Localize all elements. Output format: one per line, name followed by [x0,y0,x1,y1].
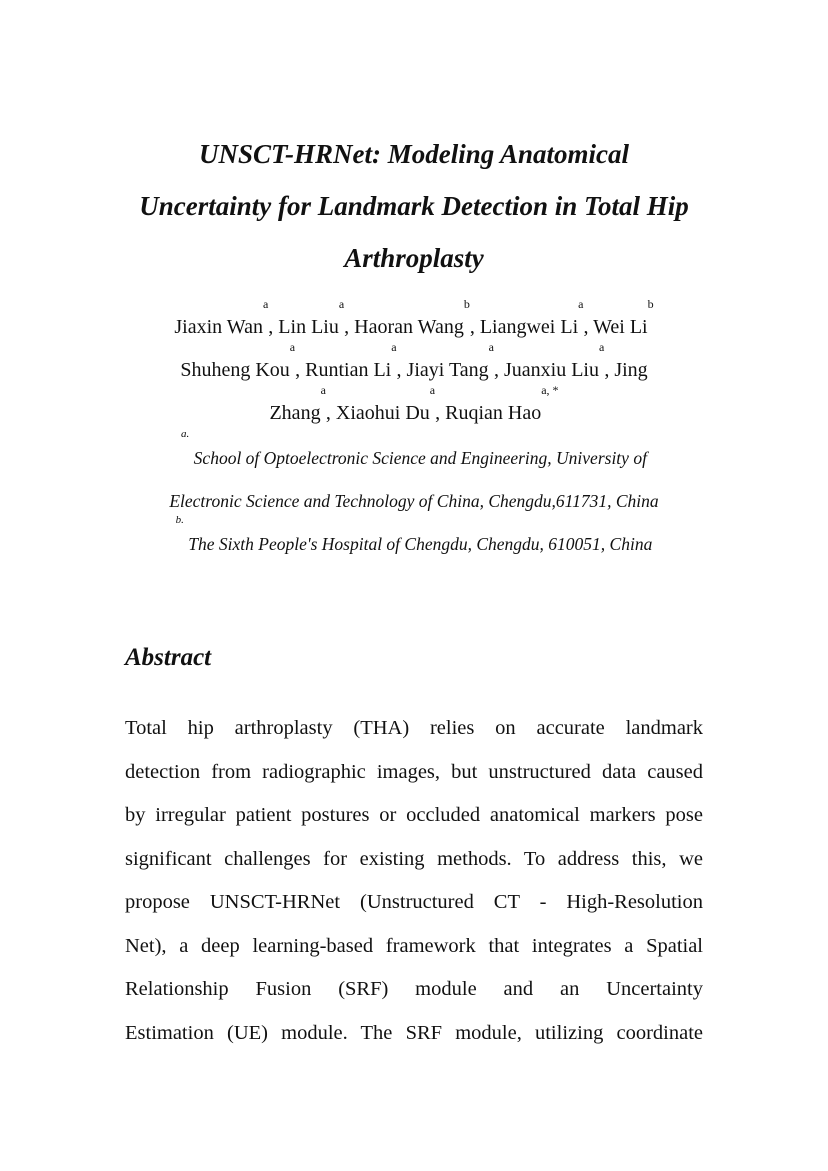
affiliation-b-line-1 [90,514,738,566]
author-name: Ruqian Hao [445,402,542,424]
author-affil-mark: a [429,383,436,397]
title-line-3: Arthroplasty [344,243,484,273]
author-affil-mark: a [578,297,584,311]
abstract-heading: Abstract [125,644,212,671]
author-name: Liangwei Li [479,316,579,338]
author-name: Runtian Li [305,359,392,381]
author-name: Juanxiu Liu [503,359,599,381]
abstract-line: Total hip arthroplasty (THA) relies on accurate landmark [125,717,703,739]
author-affil-mark: a [598,340,605,354]
author-line-1: Jiaxin Wan$^a$, Lin Liu$^a$, Haoran Wang$^b$, Liangwei Li$^a$, Wei Li$^b$ [174,297,654,338]
title-line-1: UNSCT-HRNet: Modeling Anatomical [198,139,630,169]
author-affil-mark: b [463,297,470,311]
affiliations [90,428,738,566]
author-name: Shuheng Kou [180,359,290,381]
author-affil-mark: a [320,383,326,397]
author-line-2: Shuheng Kou$^a$, Runtian Li$^a$, Jiayi Tang$^a$, Juanxiu Liu$^a$, Jing [180,340,648,381]
abstract-body [125,707,703,1055]
author-name: Haoran Wang [354,316,464,338]
abstract-line: Net), a deep learning-based framework that integrates a Spatial [125,934,703,957]
abstract-line: by irregular patient postures or occluded anatomical markers pose [125,804,703,826]
author-affil-mark: a, * [541,383,559,397]
author-affil-mark: b [647,297,654,311]
abstract-line: propose UNSCT-HRNet (Unstructured CT - High-Resolution [125,891,703,913]
author-affil-mark: a [262,297,269,311]
affiliation-text: The Sixth People's Hospital of Chengdu, Chengdu, 610051, China [188,534,653,554]
author-name: Lin Liu [278,316,339,338]
author-affil-mark: a [289,340,296,354]
author-name: Xiaohui Du [335,402,430,424]
author-name: Wei Li [593,316,648,338]
abstract-line: Estimation (UE) module. The SRF module, utilizing coordinate [125,1021,703,1044]
abstract-line: Relationship Fusion (SRF) module and an Uncertainty [125,978,703,1000]
abstract-line: significant challenges for existing methods. To address this, we [125,847,703,870]
title-line-2: Uncertainty for Landmark Detection in Total Hip [139,191,689,221]
author-name: Jiaxin Wan [174,316,263,338]
affiliation-a-line-1 [90,428,738,480]
author-name-part: Jing [614,359,648,381]
author-name: Jiayi Tang [406,359,489,381]
paper-title [90,128,738,284]
affiliation-text: School of Optoelectronic Science and Engineering, University of [193,448,647,468]
author-affil-mark: a [391,340,397,354]
author-name-part: Zhang [269,402,321,424]
affiliation-mark: a. [181,428,190,440]
author-list [90,297,738,435]
author-affil-mark: a [338,297,345,311]
author-line-3: Zhang$^a$, Xiaohui Du$^a$, Ruqian Hao$^{a, *}$ [269,383,559,424]
abstract-line: detection from radiographic images, but unstructured data caused [125,760,703,783]
author-affil-mark: a [488,340,494,354]
affiliation-a-line-2: Electronic Science and Technology of China, Chengdu,611731, China [169,491,659,511]
affiliation-mark: b. [175,514,184,526]
